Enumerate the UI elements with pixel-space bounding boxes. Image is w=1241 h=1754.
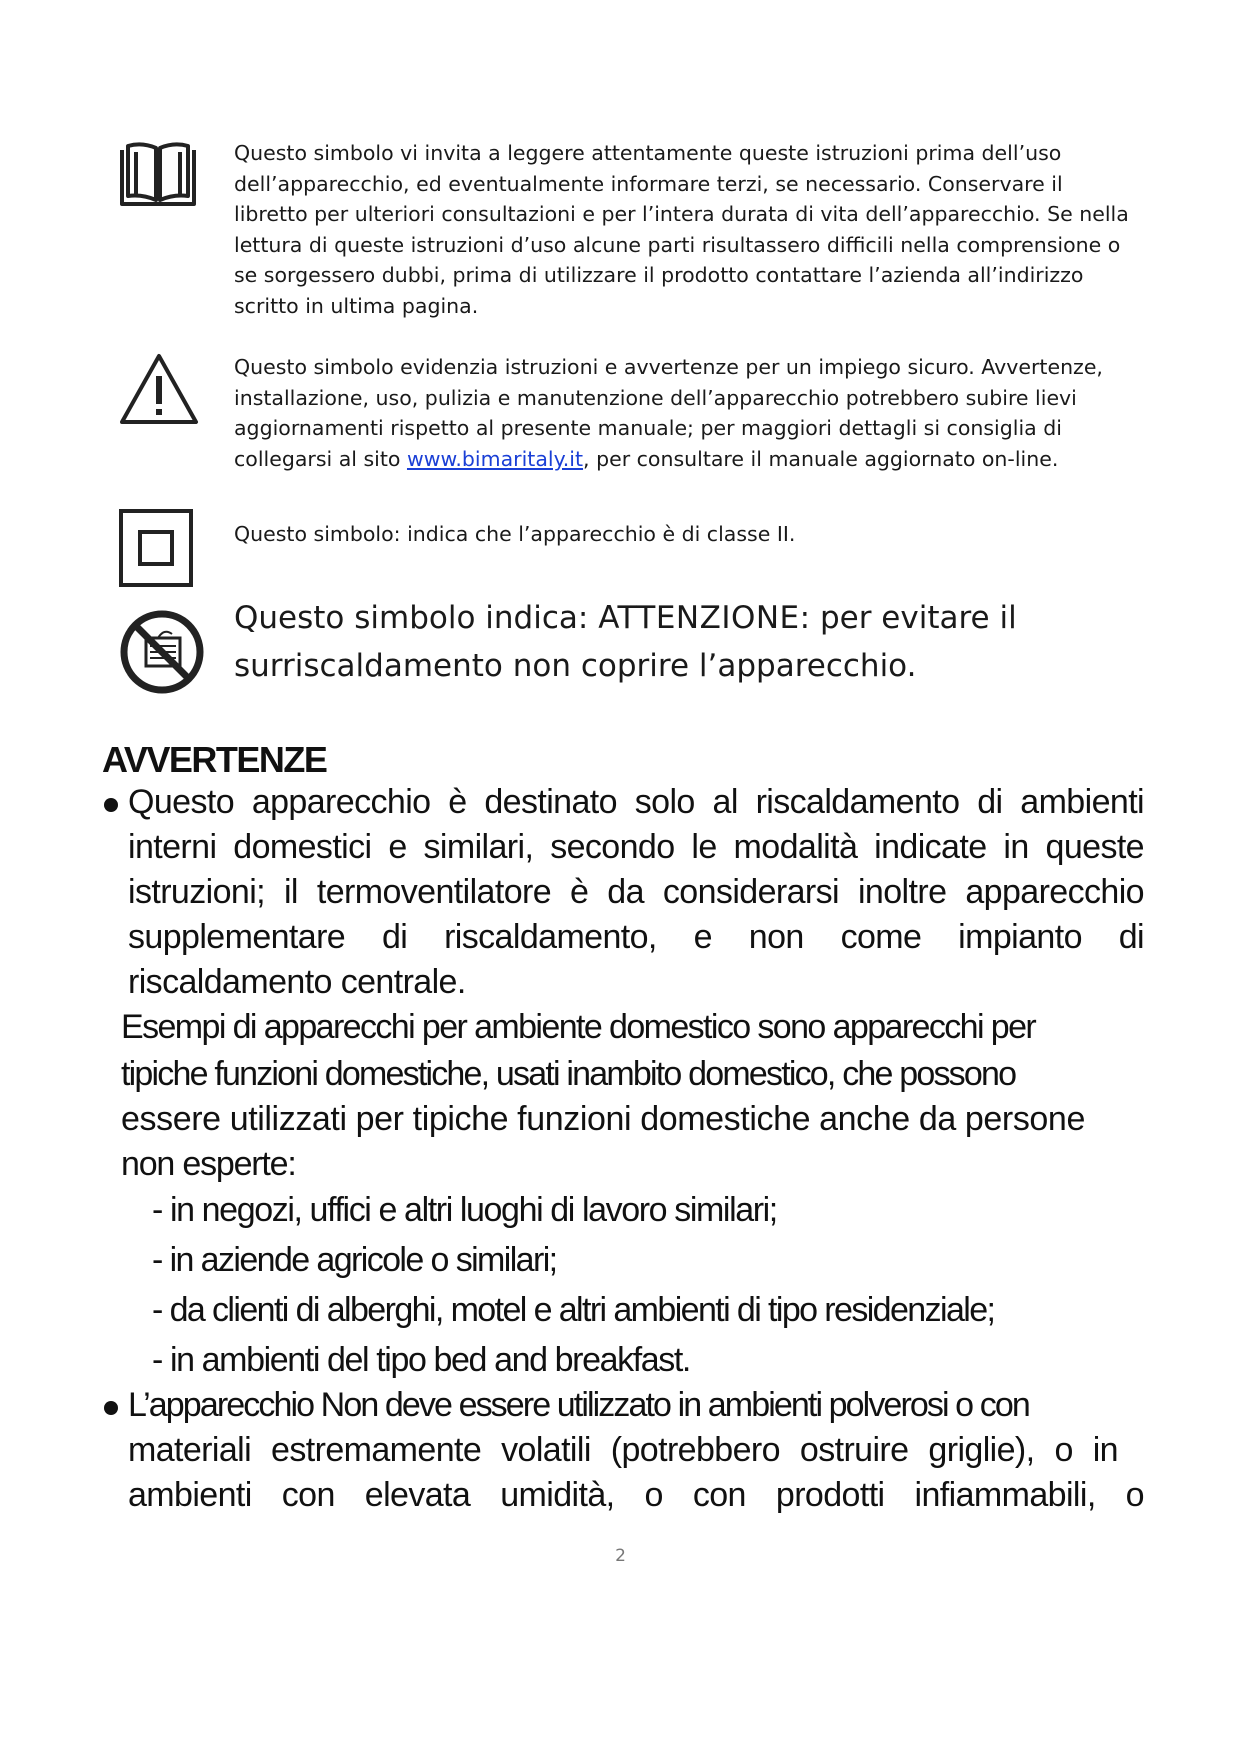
symbol-book-text: Questo simbolo vi invita a leggere attentamente queste istruzioni prima dell’uso dell’apparecchio, ed eventualmente informare terzi, se necessario. Conservare il libretto per ulteriori consultazioni e per l’intera durata di vita dell’apparecchio. Se nella lettura di queste istruzioni d’uso alcune parti risultassero difficili nella comprensione o se sorgessero dubbi, prima di utilizzare il prodotto contattare l’azienda all’indirizzo scritto in ultima pagina. [234, 141, 1129, 318]
warning-line: istruzioni; il termoventilatore è da considerarsi inoltre apparecchio [128, 873, 1144, 911]
warning-line: interni domestici e similari, secondo le modalità indicate in queste [128, 828, 1144, 866]
symbol-do-not-cover-description [234, 594, 1134, 690]
book-icon [118, 140, 198, 212]
warning-line: L’apparecchio Non deve essere utilizzato in ambienti polverosi o con [128, 1386, 1029, 1424]
warning-triangle-icon [118, 352, 200, 430]
symbol-class-ii-description [234, 519, 1134, 550]
symbol-warning-text: Questo simbolo evidenzia istruzioni e avvertenze per un impiego sicuro. Avvertenze, installazione, uso, pulizia e manutenzione dell’apparecchio potrebbero subire lievi aggiornamenti rispetto al presente manuale; per maggiori dettagli si consiglia di collegarsi al sito [234, 355, 1103, 471]
sub-list-item: - in ambienti del tipo bed and breakfast. [152, 1341, 690, 1379]
symbol-do-not-cover-text-end: : per evitare il surriscaldamento non coprire l’apparecchio. [234, 600, 1017, 684]
attention-label: ATTENZIONE [598, 600, 800, 636]
warnings-heading: AVVERTENZE [102, 739, 327, 780]
examples-line: Esempi di apparecchi per ambiente domestico sono apparecchi per [121, 1008, 1036, 1046]
symbol-book-description [234, 138, 1134, 321]
sub-list-item: - in aziende agricole o similari; [152, 1241, 557, 1279]
warning-line: materiali estremamente volatili (potrebbero ostruire griglie), o in [128, 1431, 1118, 1469]
bullet-dot [104, 1401, 118, 1415]
warning-line: Questo apparecchio è destinato solo al riscaldamento di ambienti [128, 783, 1144, 821]
website-link[interactable]: www.bimaritaly.it [406, 446, 584, 471]
warning-line: supplementare di riscaldamento, e non come impianto di [128, 918, 1144, 956]
warning-line: ambienti con elevata umidità, o con prodotti infiammabili, o [128, 1476, 1144, 1514]
examples-line: tipiche funzioni domestiche, usati inambito domestico, che possono [121, 1055, 1016, 1093]
bullet-dot [104, 798, 118, 812]
do-not-cover-icon [118, 608, 206, 700]
warning-line: riscaldamento centrale. [128, 963, 466, 1001]
page-number: 2 [615, 1546, 626, 1566]
sub-list-item: - da clienti di alberghi, motel e altri ambienti di tipo residenziale; [152, 1291, 995, 1329]
examples-line: non esperte: [121, 1145, 296, 1183]
class-ii-double-square-icon [118, 508, 194, 592]
sub-list-item: - in negozi, uffici e altri luoghi di lavoro similari; [152, 1191, 777, 1229]
symbol-class-ii-text: Questo simbolo: indica che l’apparecchio è di classe II. [234, 522, 796, 546]
examples-line: essere utilizzati per tipiche funzioni domestiche anche da persone [121, 1100, 1085, 1138]
symbol-warning-description [234, 352, 1134, 474]
symbol-warning-text-end: , per consultare il manuale aggiornato on-line. [583, 446, 1059, 471]
symbol-do-not-cover-text: Questo simbolo indica: [234, 600, 599, 636]
